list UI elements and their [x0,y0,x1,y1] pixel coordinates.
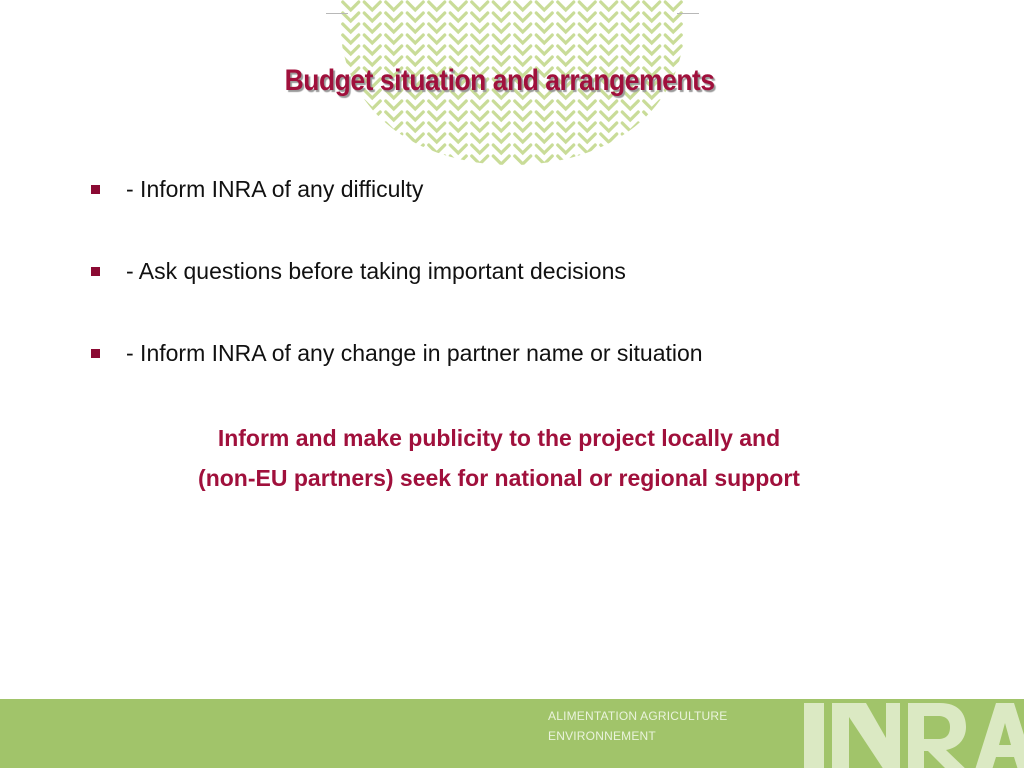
wheat-chevron [558,123,574,131]
inra-logo [800,699,1024,768]
wheat-chevron [622,134,638,142]
wheat-chevron [622,13,638,21]
wheat-chevron [622,112,638,120]
wheat-chevron [558,112,574,120]
wheat-chevron [665,123,681,131]
decor-line-left [326,13,348,14]
wheat-chevron [493,112,509,120]
wheat-chevron [665,2,681,10]
wheat-chevron [450,145,466,153]
wheat-chevron [472,46,488,54]
wheat-chevron [558,101,574,109]
wheat-chevron [665,112,681,120]
wheat-chevron [665,156,681,164]
bullet-text: - Inform INRA of any difficulty [126,176,424,202]
wheat-chevron [644,156,660,164]
wheat-chevron [622,101,638,109]
wheat-chevron [386,35,402,43]
wheat-chevron [601,145,617,153]
wheat-chevron [558,134,574,142]
wheat-chevron [622,46,638,54]
wheat-chevron [622,2,638,10]
wheat-chevron [429,13,445,21]
wheat-chevron [429,2,445,10]
wheat-chevron [515,145,531,153]
square-bullet-icon [91,267,100,276]
wheat-chevron [386,145,402,153]
wheat-chevron [644,123,660,131]
wheat-chevron [644,35,660,43]
wheat-chevron [386,112,402,120]
wheat-chevron [579,156,595,164]
wheat-chevron [472,101,488,109]
wheat-chevron [343,2,359,10]
footer-tagline-1: ALIMENTATION AGRICULTURE [548,709,728,723]
wheat-chevron [386,123,402,131]
wheat-chevron [579,101,595,109]
wheat-chevron [386,101,402,109]
wheat-chevron [429,145,445,153]
wheat-chevron [622,145,638,153]
wheat-chevron [644,145,660,153]
wheat-chevron [536,112,552,120]
bullet-item [88,254,988,336]
wheat-chevron [407,156,423,164]
wheat-chevron [407,145,423,153]
wheat-chevron [429,123,445,131]
wheat-chevron [493,2,509,10]
wheat-chevron [450,101,466,109]
wheat-chevron [493,156,509,164]
wheat-chevron [558,156,574,164]
highlight-text [0,418,1011,498]
wheat-chevron [386,134,402,142]
wheat-chevron [386,2,402,10]
wheat-chevron [472,145,488,153]
wheat-chevron [429,24,445,32]
wheat-chevron [601,156,617,164]
wheat-chevron [343,145,359,153]
wheat-chevron [386,46,402,54]
wheat-chevron [407,2,423,10]
wheat-chevron [622,24,638,32]
wheat-chevron [450,156,466,164]
wheat-chevron [665,134,681,142]
wheat-chevron [493,24,509,32]
wheat-chevron [601,2,617,10]
wheat-chevron [644,2,660,10]
wheat-chevron [364,123,380,131]
wheat-chevron [665,145,681,153]
wheat-chevron [515,2,531,10]
wheat-chevron [407,123,423,131]
wheat-chevron [364,134,380,142]
wheat-chevron [343,101,359,109]
wheat-chevron [493,46,509,54]
wheat-chevron [536,2,552,10]
bullet-text: - Ask questions before taking important decisions [126,258,626,284]
wheat-chevron [579,35,595,43]
wheat-chevron [579,13,595,21]
wheat-chevron [536,24,552,32]
wheat-chevron [493,134,509,142]
wheat-chevron [472,2,488,10]
wheat-chevron [665,101,681,109]
wheat-chevron [558,24,574,32]
highlight-line-2: (non-EU partners) seek for national or regional support [198,465,800,491]
wheat-chevron [579,46,595,54]
wheat-chevron [536,101,552,109]
wheat-chevron [364,46,380,54]
wheat-chevron [429,156,445,164]
wheat-chevron [364,24,380,32]
wheat-chevron [579,123,595,131]
wheat-chevron [579,24,595,32]
wheat-chevron [558,35,574,43]
wheat-chevron [343,46,359,54]
wheat-chevron [407,24,423,32]
wheat-chevron [622,123,638,131]
wheat-chevron [536,134,552,142]
wheat-chevron [622,156,638,164]
wheat-chevron [579,145,595,153]
wheat-chevron [386,24,402,32]
wheat-chevron [622,35,638,43]
wheat-chevron [364,145,380,153]
wheat-chevron [493,13,509,21]
wheat-chevron [644,46,660,54]
wheat-chevron [601,123,617,131]
wheat-chevron [493,35,509,43]
wheat-chevron [515,46,531,54]
wheat-chevron [429,35,445,43]
wheat-chevron [472,123,488,131]
wheat-chevron [343,112,359,120]
wheat-chevron [364,2,380,10]
wheat-chevron [601,134,617,142]
wheat-chevron [450,24,466,32]
wheat-chevron [407,35,423,43]
wheat-chevron [558,145,574,153]
wheat-chevron [407,112,423,120]
square-bullet-icon [91,349,100,358]
wheat-chevron [665,24,681,32]
wheat-chevron [665,35,681,43]
wheat-chevron [665,46,681,54]
decor-line-right [677,13,699,14]
wheat-chevron [450,2,466,10]
wheat-chevron [343,13,359,21]
wheat-chevron [644,134,660,142]
wheat-chevron [429,134,445,142]
wheat-chevron [364,156,380,164]
wheat-chevron [472,35,488,43]
wheat-chevron [493,101,509,109]
wheat-chevron [515,123,531,131]
wheat-chevron [601,112,617,120]
wheat-chevron [472,24,488,32]
wheat-chevron [601,13,617,21]
wheat-chevron [558,13,574,21]
wheat-chevron [472,112,488,120]
wheat-chevron [429,112,445,120]
wheat-chevron [515,134,531,142]
wheat-chevron [450,112,466,120]
wheat-chevron [601,35,617,43]
wheat-chevron [472,156,488,164]
bullet-text: - Inform INRA of any change in partner name or situation [126,340,703,366]
wheat-chevron [407,46,423,54]
wheat-chevron [536,46,552,54]
wheat-chevron [472,13,488,21]
wheat-chevron [515,24,531,32]
footer-band [0,699,1024,768]
wheat-chevron [343,156,359,164]
wheat-chevron [386,156,402,164]
wheat-chevron [343,24,359,32]
wheat-chevron [493,145,509,153]
wheat-chevron [515,156,531,164]
wheat-chevron [343,35,359,43]
wheat-chevron [407,134,423,142]
wheat-chevron [407,101,423,109]
wheat-chevron [601,24,617,32]
wheat-chevron [364,13,380,21]
wheat-chevron [601,101,617,109]
square-bullet-icon [91,185,100,194]
wheat-chevron [450,123,466,131]
wheat-chevron [644,101,660,109]
wheat-chevron [450,134,466,142]
wheat-chevron [536,35,552,43]
wheat-chevron [450,35,466,43]
wheat-chevron [536,123,552,131]
wheat-chevron [407,13,423,21]
wheat-chevron [386,13,402,21]
wheat-chevron [579,2,595,10]
wheat-chevron [364,112,380,120]
wheat-chevron [429,46,445,54]
wheat-chevron [579,134,595,142]
wheat-chevron [515,13,531,21]
wheat-chevron [644,13,660,21]
wheat-chevron [536,156,552,164]
wheat-chevron [579,112,595,120]
wheat-chevron [536,145,552,153]
wheat-chevron [644,112,660,120]
wheat-chevron [515,101,531,109]
wheat-chevron [558,46,574,54]
wheat-chevron [601,46,617,54]
wheat-chevron [515,35,531,43]
wheat-chevron [493,123,509,131]
wheat-chevron [343,134,359,142]
highlight-line-1: Inform and make publicity to the project locally and [217,425,781,451]
wheat-chevron [515,112,531,120]
footer-tagline-2: ENVIRONNEMENT [548,729,656,743]
wheat-chevron [364,35,380,43]
wheat-chevron [364,101,380,109]
wheat-chevron [429,101,445,109]
wheat-chevron [450,13,466,21]
bullet-item [88,336,988,418]
wheat-chevron [644,24,660,32]
bullet-list [88,172,988,418]
bullet-item [88,172,988,254]
wheat-chevron [343,123,359,131]
wheat-chevron [558,2,574,10]
wheat-chevron [536,13,552,21]
wheat-chevron [450,46,466,54]
wheat-chevron [472,134,488,142]
wheat-chevron [665,13,681,21]
slide-title: Budget situation and arrangements [284,64,715,97]
